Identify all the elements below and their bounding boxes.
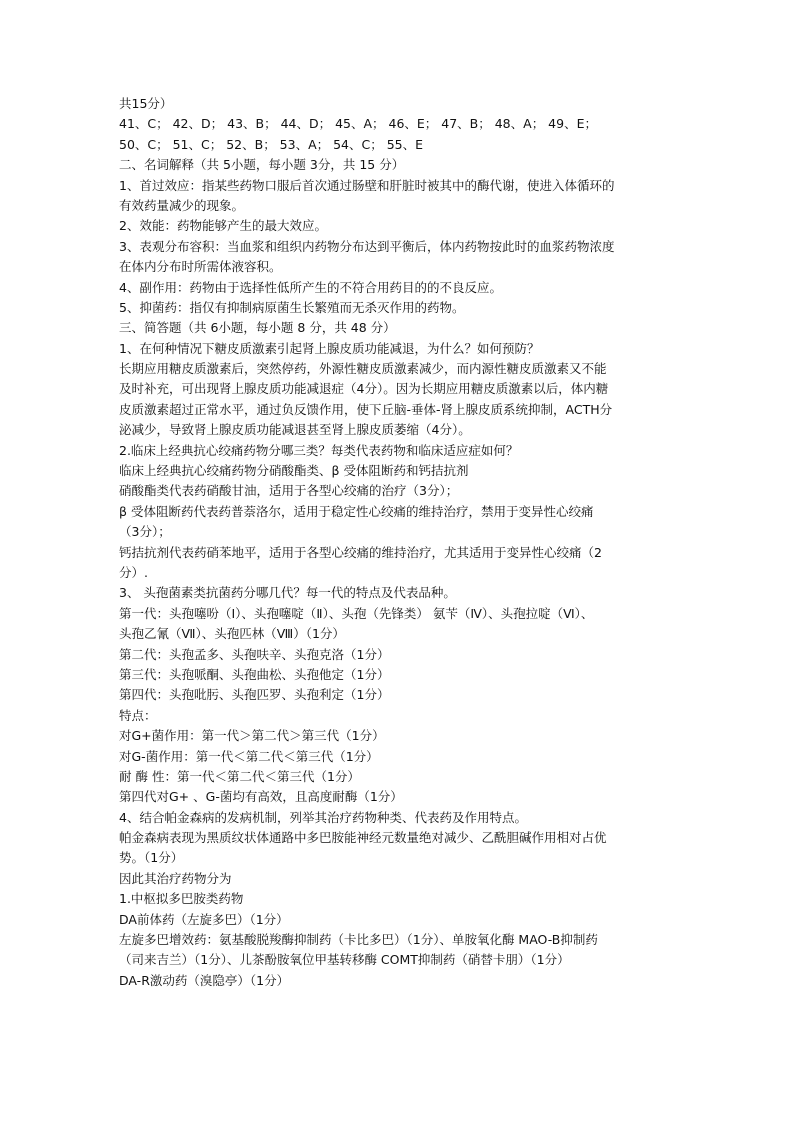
text-line: 第二代：头孢孟多、头孢呋辛、头孢克洛（1分） [119, 646, 390, 662]
text-line: 因此其治疗药物分为 [119, 870, 232, 886]
section-heading: 二、名词解释（共 5小题，每小题 3分，共 15 分） [119, 157, 405, 173]
question-line: 3、 头孢菌素类抗菌药分哪几代？每一代的特点及代表品种。 [119, 585, 456, 601]
text-line: 1、首过效应：指某些药物口服后首次通过肠壁和肝脏时被其中的酶代谢，使进入体循环的 [119, 177, 615, 193]
text-line: β 受体阻断药代表药普萘洛尔，适用于稳定性心绞痛的维持治疗，禁用于变异性心绞痛 [119, 503, 594, 519]
text-line: 在体内分布时所需体液容积。 [119, 259, 282, 275]
question-line: 1、在何种情况下糖皮质激素引起肾上腺皮质功能减退，为什么？如何预防？ [119, 340, 540, 356]
answer-key-line: 50、C； 51、C； 52、B； 53、A； 54、C； 55、E [119, 136, 424, 152]
text-line: 势。（1分） [119, 850, 184, 866]
text-line: 第一代：头孢噻吩（Ⅰ）、头孢噻啶（Ⅱ）、头孢（先锋类） 氨苄（Ⅳ）、头孢拉啶（Ⅵ）、 [119, 605, 594, 621]
text-line: 2、效能：药物能够产生的最大效应。 [119, 218, 327, 234]
text-line: 帕金森病表现为黑质纹状体通路中多巴胺能神经元数量绝对减少、乙酰胆碱作用相对占优 [119, 830, 607, 846]
text-line: 头孢乙氰（Ⅶ）、头孢匹林（Ⅷ）（1分） [119, 626, 345, 642]
document-body [119, 94, 679, 991]
text-line: 对G+菌作用：第一代＞第二代＞第三代（1分） [119, 728, 385, 744]
text-line: 及时补充，可出现肾上腺皮质功能减退症（4分）。因为长期应用糖皮质激素以后，体内糖 [119, 381, 609, 397]
text-line: 分）. [119, 564, 148, 580]
question-line: 2.临床上经典抗心绞痛药物分哪三类？每类代表药物和临床适应症如何？ [119, 442, 519, 458]
text-line: 泌减少，导致肾上腺皮质功能减退甚至肾上腺皮质萎缩（4分）。 [119, 422, 471, 438]
section-heading: 三、简答题（共 6小题，每小题 8 分，共 48 分） [119, 320, 396, 336]
text-line: （司来吉兰）（1分）、儿茶酚胺氧位甲基转移酶 COMT抑制药（硝替卡朋）（1分） [119, 952, 570, 968]
text-line: 第四代对G+ 、G-菌均有高效，且高度耐酶（1分） [119, 789, 403, 805]
text-line: 共15分） [119, 96, 173, 111]
text-line: DA-R激动药（溴隐亭）（1分） [119, 972, 290, 988]
text-line: （3分）； [119, 524, 171, 540]
text-line: DA前体药（左旋多巴）（1分） [119, 911, 289, 927]
text-line: 有效药量减少的现象。 [119, 197, 245, 213]
text-line: 皮质激素超过正常水平，通过负反馈作用，使下丘脑-垂体-肾上腺皮质系统抑制，ACTH分 [119, 401, 613, 417]
text-line: 对G-菌作用：第一代＜第二代＜第三代（1分） [119, 748, 379, 764]
answer-key-line: 41、C； 42、D； 43、B； 44、D； 45、A； 46、E； 47、B； 48、A； 49、E； [119, 116, 597, 132]
question-line: 4、结合帕金森病的发病机制，列举其治疗药物种类、代表药及作用特点。 [119, 809, 527, 825]
text-line: 硝酸酯类代表药硝酸甘油，适用于各型心绞痛的治疗（3分）； [119, 483, 459, 499]
text-line: 1.中枢拟多巴胺类药物 [119, 891, 244, 907]
text-line: 第三代：头孢哌酮、头孢曲松、头孢他定（1分） [119, 666, 390, 682]
text-line: 5、抑菌药：指仅有抑制病原菌生长繁殖而无杀灭作用的药物。 [119, 299, 465, 315]
text-line: 临床上经典抗心绞痛药物分硝酸酯类、β 受体阻断药和钙拮抗剂 [119, 463, 469, 479]
text-line: 第四代：头孢吡肟、头孢匹罗、头孢利定（1分） [119, 687, 390, 703]
text-line: 耐 酶 性：第一代＜第二代＜第三代（1分） [119, 768, 360, 784]
text-line: 钙拮抗剂代表药硝苯地平，适用于各型心绞痛的维持治疗，尤其适用于变异性心绞痛（2 [119, 544, 602, 560]
text-line: 左旋多巴增效药：氨基酸脱羧酶抑制药（卡比多巴）（1分）、单胺氧化酶 MAO-B抑制药 [119, 932, 598, 948]
text-line: 4、副作用：药物由于选择性低所产生的不符合用药目的的不良反应。 [119, 279, 502, 295]
text-line: 特点： [119, 707, 157, 723]
text-line: 3、表观分布容积：当血浆和组织内药物分布达到平衡后，体内药物按此时的血浆药物浓度 [119, 238, 615, 254]
text-line: 长期应用糖皮质激素后，突然停药，外源性糖皮质激素减少，而内源性糖皮质激素又不能 [119, 361, 607, 377]
